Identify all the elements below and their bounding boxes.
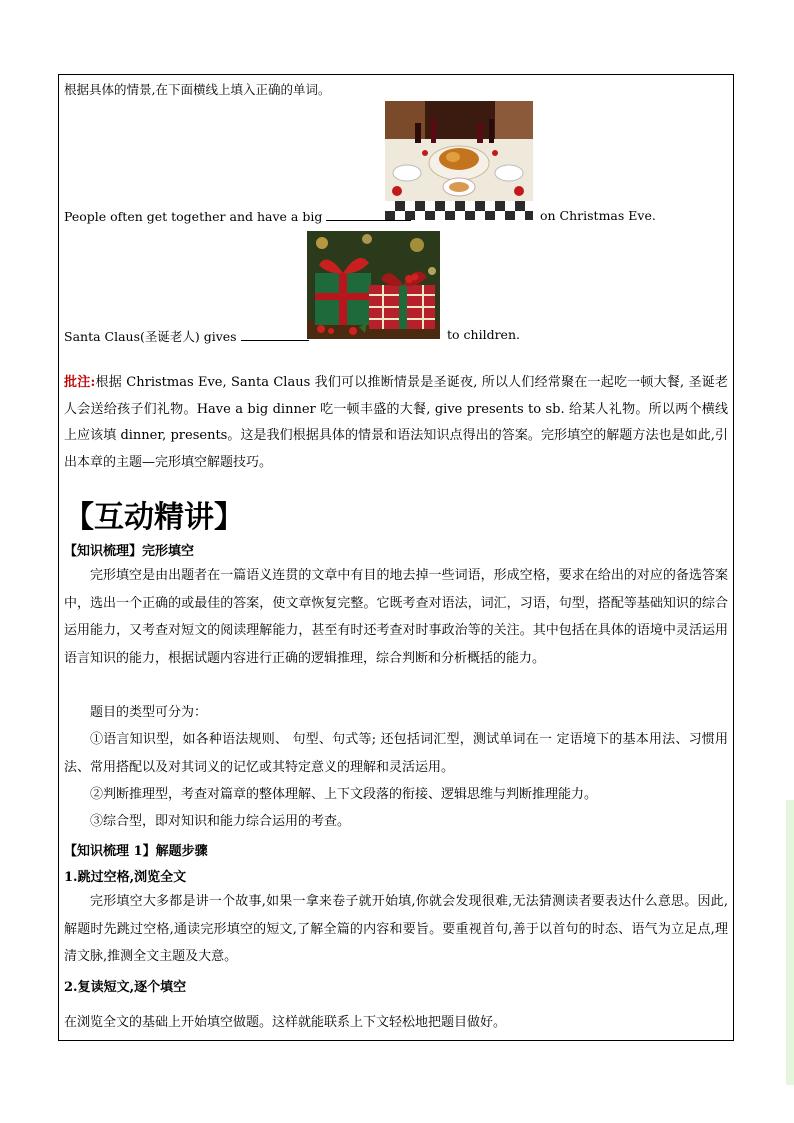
side-decoration-bar: [786, 800, 794, 1085]
note-label: 批注: [64, 375, 91, 390]
knowledge-heading-2: 【知识梳理 1】解题步骤: [64, 844, 208, 859]
sentence-1-before: People often get together and have a big: [64, 209, 323, 224]
step-2-paragraph: 在浏览全文的基础上开始填空做题。这样就能联系上下文轻松地把题目做好。: [64, 1015, 507, 1030]
note-text: 根据 Christmas Eve, Santa Claus 我们可以推断情景是圣诞夜, 所以人们经常聚在一起吃一顿大餐, 圣诞老人会送给孩子们礼物。Have a big dinner 吃一顿丰盛的大餐, give presents to sb. 给某人礼物。所以两个横线上应该填 dinner, presents。这是我们根据具体的情景和语法知识点得出的答案。完形填空的解题方法也是如此,引出本章的主题—完形填空解题技巧。: [64, 375, 728, 470]
christmas-dinner-image: [385, 101, 533, 220]
answer-blank-1[interactable]: [326, 208, 411, 221]
step-2-heading: 2.复读短文,逐个填空: [64, 980, 187, 995]
step-1-heading: 1.跳过空格,浏览全文: [64, 870, 187, 885]
sentence-1-after: on Christmas Eve.: [540, 208, 656, 223]
answer-blank-2[interactable]: [241, 328, 309, 341]
instruction-text: 根据具体的情景,在下面横线上填入正确的单词。: [64, 82, 331, 97]
step-1-paragraph: 完形填空大多都是讲一个故事,如果一拿来卷子就开始填,你就会发现很难,无法猜测读者要表达什么意思。因此,解题时先跳过空格,通读完形填空的短文,了解全篇的内容和要旨。要重视首句,善于以首句的时态、语气为立足点,理清文脉,推测全文主题及大意。: [64, 894, 728, 964]
sentence-2-before: Santa Claus(圣诞老人) gives: [64, 329, 237, 344]
sentence-2: [64, 327, 309, 345]
christmas-presents-image: [307, 231, 440, 339]
note-paragraph: [64, 370, 728, 476]
cloze-definition-paragraph: 完形填空是由出题者在一篇语义连贯的文章中有目的地去掉一些词语，形成空格，要求在给出的对应的备选答案中，选出一个正确的或最佳的答案，使文章恢复完整。它既考查对语法，词汇，习语，句型，搭配等基础知识的综合运用能力，又考查对短文的阅读理解能力，甚至有时还考查对时事政治等的关注。其中包括在具体的语境中灵活运用语言知识的能力，根据试题内容进行正确的逻辑推理，综合判断和分析概括的能力。: [64, 568, 728, 666]
type-2: ②判断推理型，考查对篇章的整体理解、上下文段落的衔接、逻辑思维与判断推理能力。: [90, 787, 598, 802]
sentence-1: [64, 208, 411, 224]
type-3: ③综合型，即对知识和能力综合运用的考查。: [90, 814, 351, 829]
section-title: 【互动精讲】: [64, 500, 244, 535]
type-1: ①语言知识型，如各种语法规则、 句型、句式等; 还包括词汇型，测试单词在一 定语境下的基本用法、习惯用法、常用搭配以及对其词义的记忆或其特定意义的理解和灵活运用。: [64, 732, 728, 775]
types-intro: 题目的类型可分为：: [90, 705, 208, 720]
sentence-2-after: to children.: [447, 327, 520, 342]
knowledge-heading-1: 【知识梳理】完形填空: [64, 544, 195, 559]
note-colon: :: [90, 375, 96, 390]
